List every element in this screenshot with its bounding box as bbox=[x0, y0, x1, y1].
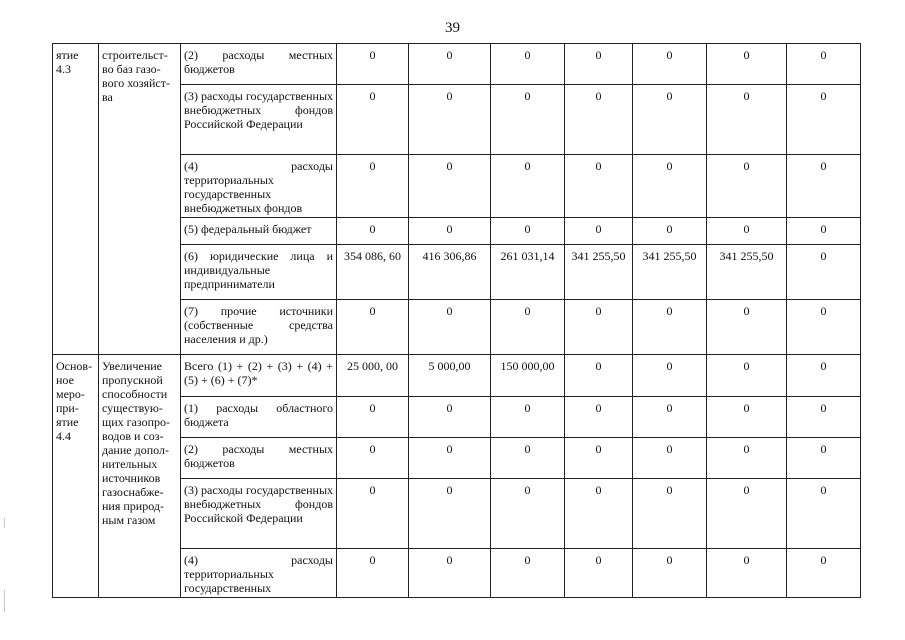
table-row bbox=[53, 355, 861, 397]
value-cell: 0 bbox=[565, 300, 633, 355]
value-cell: 0 bbox=[787, 438, 861, 479]
value-cell: 0 bbox=[633, 355, 707, 397]
value-cell: 0 bbox=[491, 300, 565, 355]
activity-number-cell: ятие 4.3 bbox=[53, 44, 99, 355]
value-cell: 0 bbox=[707, 218, 787, 245]
funding-source-cell: (2) расходы местных бюджетов bbox=[181, 438, 337, 479]
value-cell: 0 bbox=[633, 44, 707, 85]
value-cell: 0 bbox=[491, 479, 565, 549]
value-cell: 0 bbox=[337, 85, 409, 155]
value-cell: 0 bbox=[707, 300, 787, 355]
value-cell: 0 bbox=[565, 549, 633, 598]
value-cell: 0 bbox=[787, 549, 861, 598]
value-cell: 0 bbox=[491, 438, 565, 479]
funding-source-cell: (4) расходы территориальных государственных bbox=[181, 549, 337, 598]
value-cell: 0 bbox=[707, 355, 787, 397]
value-cell: 0 bbox=[337, 438, 409, 479]
value-cell: 0 bbox=[565, 44, 633, 85]
value-cell: 25 000, 00 bbox=[337, 355, 409, 397]
value-cell: 0 bbox=[491, 549, 565, 598]
budget-table bbox=[52, 43, 861, 598]
activity-number-cell: Основ- ное меро- при- ятие 4.4 bbox=[53, 355, 99, 598]
value-cell: 150 000,00 bbox=[491, 355, 565, 397]
value-cell: 0 bbox=[565, 155, 633, 218]
value-cell: 0 bbox=[707, 44, 787, 85]
value-cell: 0 bbox=[633, 85, 707, 155]
value-cell: 0 bbox=[707, 85, 787, 155]
value-cell: 354 086, 60 bbox=[337, 245, 409, 300]
value-cell: 0 bbox=[565, 479, 633, 549]
value-cell: 0 bbox=[633, 397, 707, 438]
value-cell: 0 bbox=[565, 397, 633, 438]
funding-source-cell: (1) расходы областного бюджета bbox=[181, 397, 337, 438]
funding-source-cell: Всего (1) + (2) + (3) + (4) + (5) + (6) + (7)* bbox=[181, 355, 337, 397]
value-cell: 0 bbox=[491, 44, 565, 85]
value-cell: 0 bbox=[409, 85, 491, 155]
value-cell: 0 bbox=[337, 300, 409, 355]
value-cell: 0 bbox=[337, 479, 409, 549]
funding-source-cell: (6) юридические лица и индивидуальные предприниматели bbox=[181, 245, 337, 300]
value-cell: 0 bbox=[787, 479, 861, 549]
value-cell: 341 255,50 bbox=[707, 245, 787, 300]
activity-name-cell: строительст- во баз газо- вого хозяйст- ва bbox=[99, 44, 181, 355]
value-cell: 0 bbox=[787, 218, 861, 245]
value-cell: 416 306,86 bbox=[409, 245, 491, 300]
value-cell: 0 bbox=[337, 155, 409, 218]
page-number: 39 bbox=[445, 20, 460, 36]
funding-source-cell: (3) расходы государственных внебюджетных фондов Российской Федерации bbox=[181, 479, 337, 549]
value-cell: 0 bbox=[787, 397, 861, 438]
value-cell: 0 bbox=[633, 549, 707, 598]
value-cell: 0 bbox=[409, 479, 491, 549]
value-cell: 0 bbox=[409, 549, 491, 598]
value-cell: 0 bbox=[633, 155, 707, 218]
value-cell: 0 bbox=[633, 300, 707, 355]
value-cell: 0 bbox=[409, 438, 491, 479]
value-cell: 0 bbox=[337, 397, 409, 438]
value-cell: 0 bbox=[491, 218, 565, 245]
value-cell: 0 bbox=[409, 44, 491, 85]
funding-source-cell: (4) расходы территориальных государственных внебюджетных фондов bbox=[181, 155, 337, 218]
funding-source-cell: (2) расходы местных бюджетов bbox=[181, 44, 337, 85]
value-cell: 0 bbox=[787, 300, 861, 355]
value-cell: 341 255,50 bbox=[633, 245, 707, 300]
value-cell: 0 bbox=[337, 44, 409, 85]
value-cell: 0 bbox=[707, 155, 787, 218]
value-cell: 0 bbox=[409, 155, 491, 218]
value-cell: 0 bbox=[787, 85, 861, 155]
activity-name-cell: Увеличение пропускной способности существую- щих газопро- водов и соз- дание допол- нительных источников газоснабже- ния природ- ным газом bbox=[99, 355, 181, 598]
scan-mark bbox=[4, 590, 5, 612]
value-cell: 0 bbox=[491, 85, 565, 155]
value-cell: 0 bbox=[707, 438, 787, 479]
value-cell: 0 bbox=[787, 44, 861, 85]
value-cell: 0 bbox=[787, 355, 861, 397]
value-cell: 0 bbox=[565, 218, 633, 245]
funding-source-cell: (3) расходы государственных внебюджетных фондов Российской Федерации bbox=[181, 85, 337, 155]
scan-mark bbox=[4, 518, 5, 528]
value-cell: 0 bbox=[491, 397, 565, 438]
value-cell: 0 bbox=[337, 218, 409, 245]
value-cell: 0 bbox=[633, 438, 707, 479]
value-cell: 0 bbox=[787, 245, 861, 300]
value-cell: 341 255,50 bbox=[565, 245, 633, 300]
funding-source-cell: (7) прочие источники (собственные средства населения и др.) bbox=[181, 300, 337, 355]
value-cell: 0 bbox=[491, 155, 565, 218]
value-cell: 0 bbox=[565, 355, 633, 397]
value-cell: 0 bbox=[633, 218, 707, 245]
value-cell: 0 bbox=[409, 218, 491, 245]
value-cell: 5 000,00 bbox=[409, 355, 491, 397]
value-cell: 261 031,14 bbox=[491, 245, 565, 300]
value-cell: 0 bbox=[787, 155, 861, 218]
value-cell: 0 bbox=[409, 300, 491, 355]
value-cell: 0 bbox=[707, 549, 787, 598]
value-cell: 0 bbox=[337, 549, 409, 598]
value-cell: 0 bbox=[707, 397, 787, 438]
value-cell: 0 bbox=[565, 438, 633, 479]
value-cell: 0 bbox=[409, 397, 491, 438]
value-cell: 0 bbox=[707, 479, 787, 549]
funding-source-cell: (5) федеральный бюджет bbox=[181, 218, 337, 245]
value-cell: 0 bbox=[565, 85, 633, 155]
table-row bbox=[53, 44, 861, 85]
value-cell: 0 bbox=[633, 479, 707, 549]
